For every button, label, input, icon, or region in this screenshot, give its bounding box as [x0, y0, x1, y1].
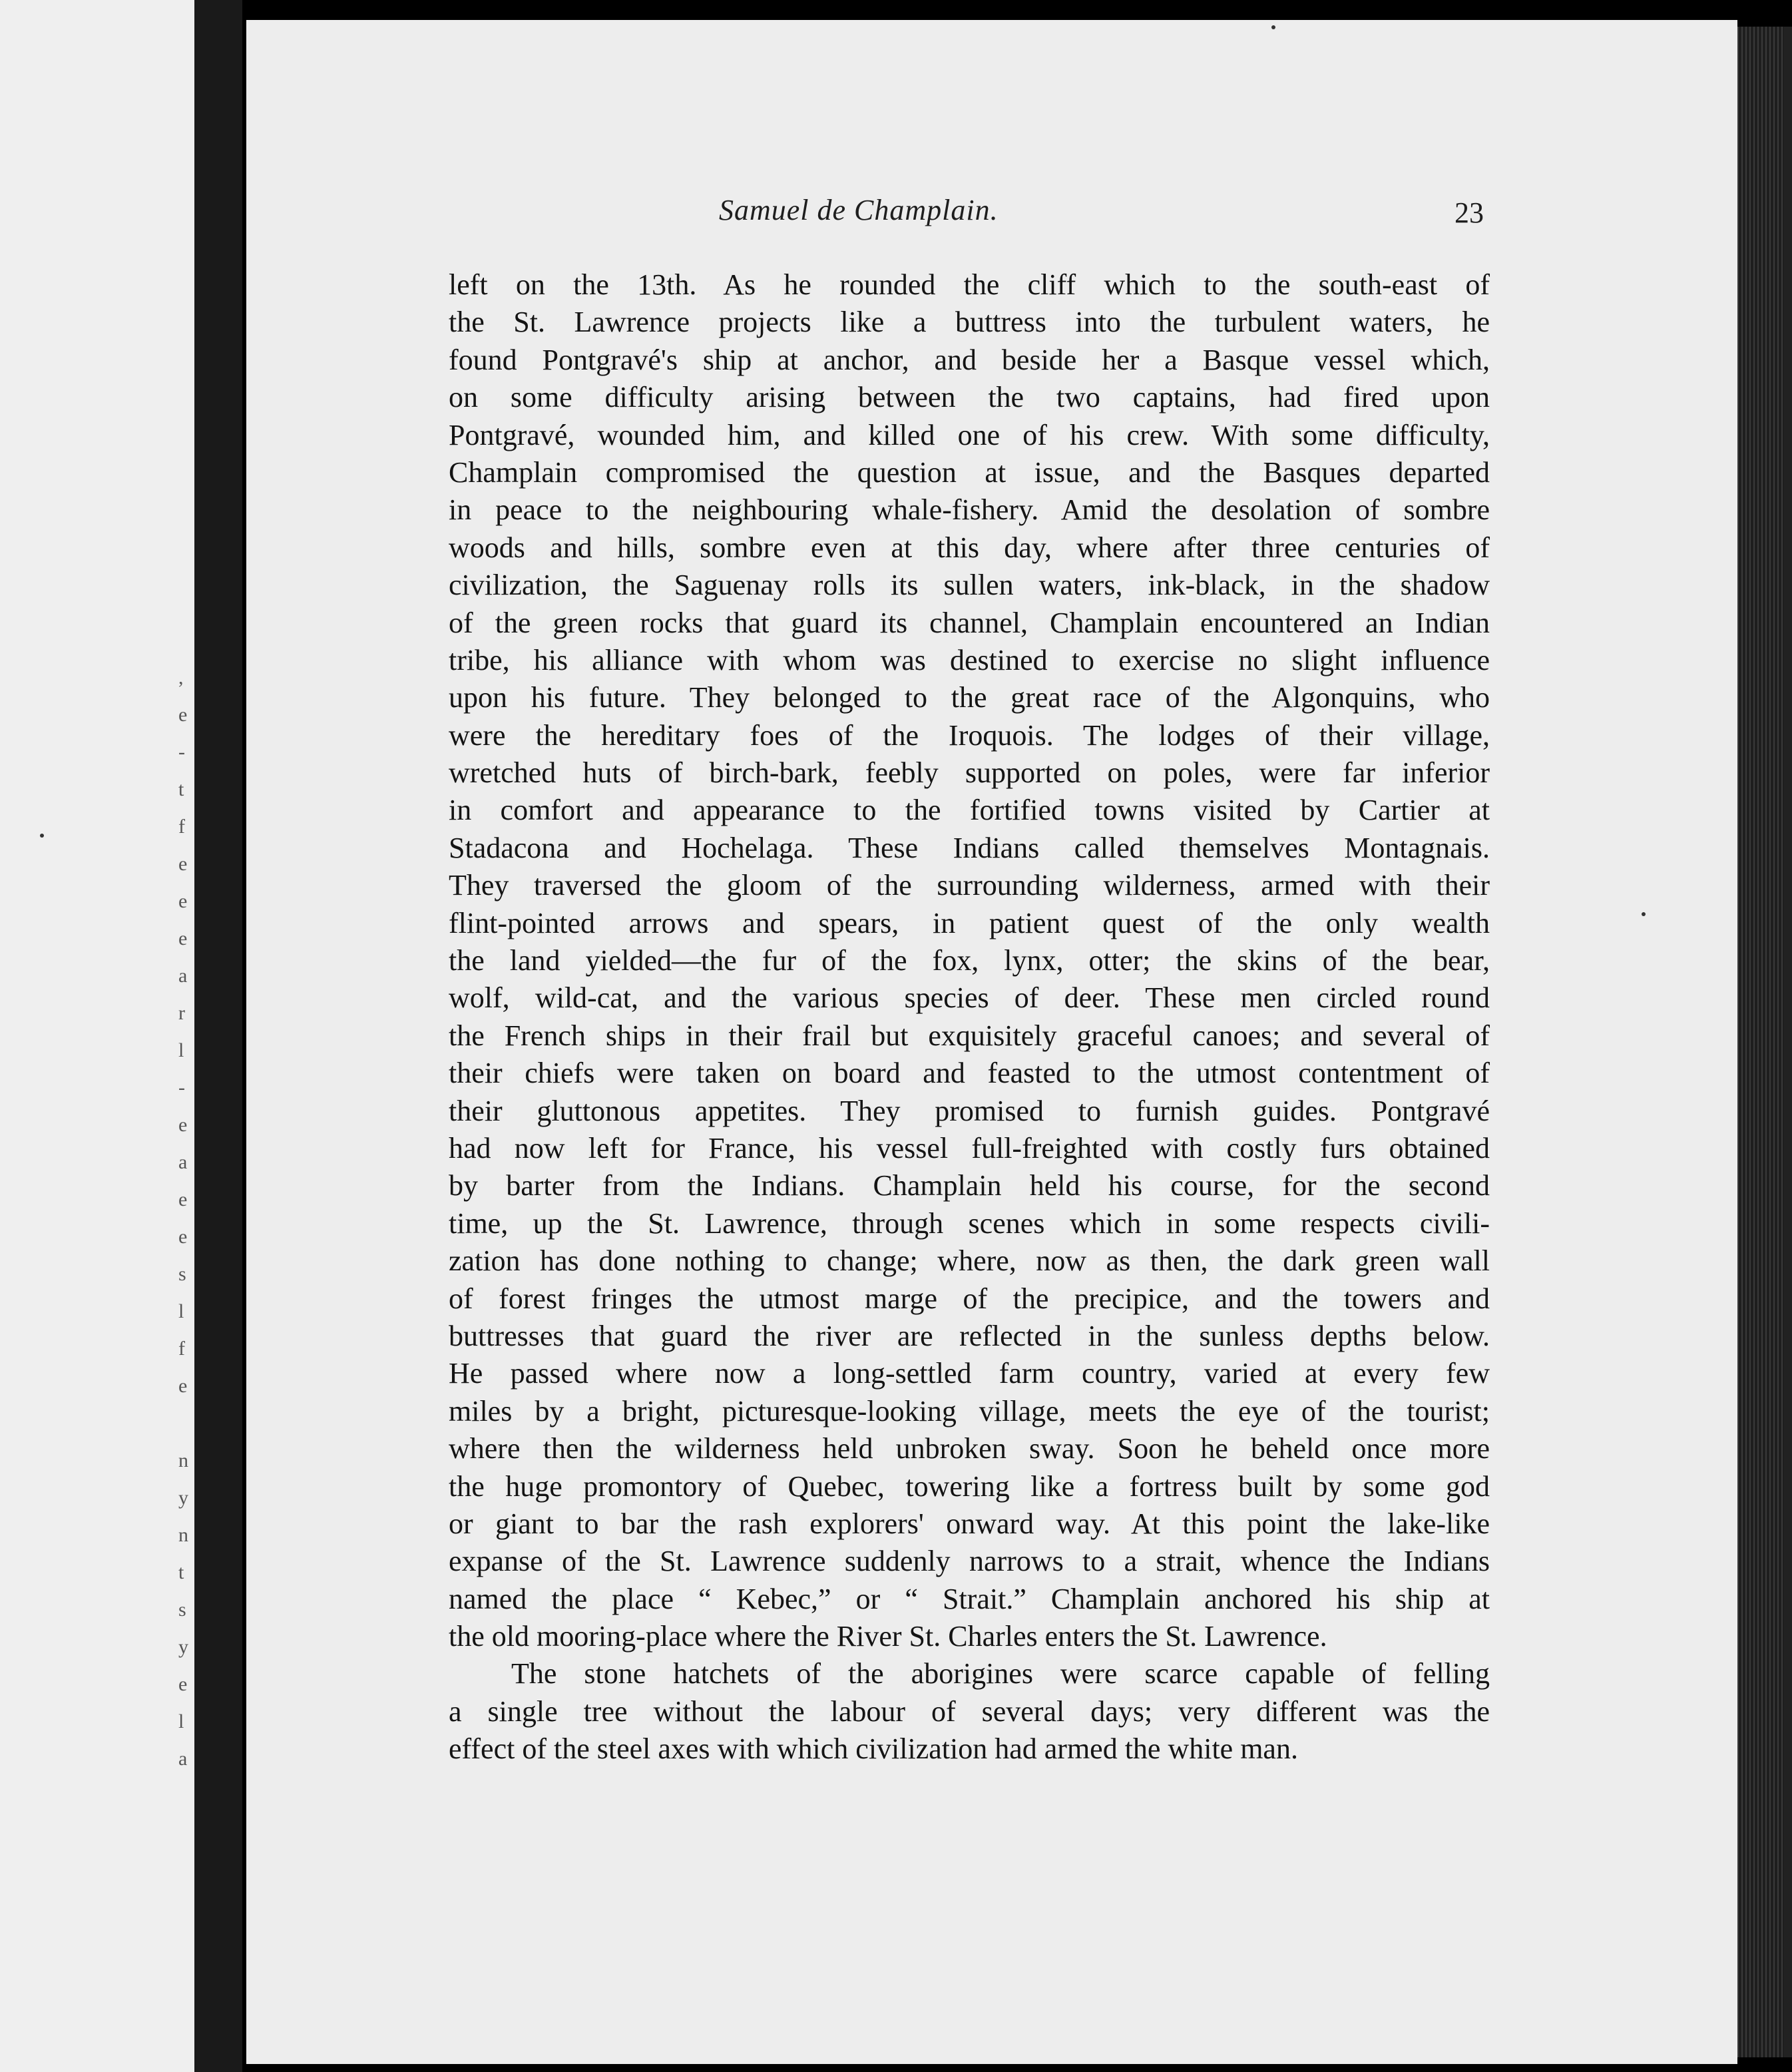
facing-left-page	[0, 0, 194, 2072]
speck	[1271, 25, 1275, 29]
edge-char: s	[178, 1263, 186, 1285]
text-line: in peace to the neighbouring whale-fishery. Amid the desolation of sombre	[449, 493, 1490, 527]
text-line: flint-pointed arrows and spears, in patient quest of the only wealth	[449, 906, 1490, 939]
edge-char: t	[178, 1561, 184, 1583]
edge-char	[178, 1405, 194, 1442]
text-line: named the place “ Kebec,” or “ Strait.” Champlain anchored his ship at	[449, 1582, 1490, 1615]
text-line: found Pontgravé's ship at anchor, and beside her a Basque vessel which,	[449, 343, 1490, 376]
text-line: zation has done nothing to change; where, now as then, the dark green wall	[449, 1244, 1490, 1278]
edge-char: a	[178, 1748, 188, 1770]
text-line: of the green rocks that guard its channel, Champlain encountered an Indian	[449, 606, 1490, 639]
text-line: effect of the steel axes with which civilization had armed the white man.	[449, 1732, 1298, 1766]
text-line: They traversed the gloom of the surrounding wilderness, armed with their	[449, 869, 1490, 902]
text-line: the French ships in their frail but exquisitely graceful canoes; and several of	[449, 1019, 1490, 1052]
text-line: miles by a bright, picturesque-looking village, meets the eye of the tourist;	[449, 1394, 1490, 1427]
text-line: the huge promontory of Quebec, towering like a fortress built by some god	[449, 1469, 1490, 1503]
paragraph	[449, 1655, 1490, 1768]
edge-char: ,	[178, 666, 184, 688]
text-line: on some difficulty arising between the two captains, had fired upon	[449, 381, 1490, 414]
text-line: Pontgravé, wounded him, and killed one of his crew. With some difficulty,	[449, 418, 1490, 451]
text-line: upon his future. They belonged to the great race of the Algonquins, who	[449, 681, 1490, 714]
edge-char: e	[178, 890, 188, 912]
text-line: where then the wilderness held unbroken sway. Soon he beheld once more	[449, 1432, 1490, 1465]
edge-char: e	[178, 1375, 188, 1397]
edge-char: y	[178, 1636, 188, 1658]
edge-char: t	[178, 778, 184, 800]
edge-char: a	[178, 1151, 188, 1173]
edge-char: e	[178, 1114, 188, 1136]
edge-char: a	[178, 965, 188, 987]
running-head: Samuel de Champlain.	[719, 194, 999, 226]
edge-char: e	[178, 704, 188, 726]
text-line: a single tree without the labour of several days; very different was the	[449, 1694, 1490, 1728]
left-page-edge-text	[178, 659, 194, 1778]
text-line: were the hereditary foes of the Iroquois. The lodges of their village,	[449, 718, 1490, 752]
text-line: the land yielded—the fur of the fox, lynx, otter; the skins of the bear,	[449, 944, 1490, 977]
edge-char: n	[178, 1524, 188, 1546]
edge-char: f	[178, 816, 185, 838]
text-line: in comfort and appearance to the fortified towns visited by Cartier at	[449, 794, 1490, 827]
text-line: or giant to bar the rash explorers' onward way. At this point the lake-like	[449, 1507, 1490, 1540]
speck	[1642, 912, 1646, 916]
book-gutter	[194, 0, 242, 2072]
edge-char: l	[178, 1710, 184, 1732]
text-line: Champlain compromised the question at issue, and the Basques departed	[449, 455, 1490, 489]
speck	[40, 834, 44, 838]
text-line: their gluttonous appetites. They promised to furnish guides. Pontgravé	[449, 1094, 1490, 1127]
text-line: time, up the St. Lawrence, through scenes which in some respects civili-	[449, 1206, 1490, 1240]
text-line: wolf, wild-cat, and the various species of deer. These men circled round	[449, 981, 1490, 1015]
text-line: Stadacona and Hochelaga. These Indians called themselves Montagnais.	[449, 831, 1490, 864]
edge-char: y	[178, 1487, 188, 1509]
edge-char: l	[178, 1039, 184, 1061]
edge-char: f	[178, 1338, 185, 1360]
text-line: left on the 13th. As he rounded the cliff which to the south-east of	[449, 268, 1490, 301]
text-line: expanse of the St. Lawrence suddenly narrows to a strait, whence the Indians	[449, 1545, 1490, 1578]
body-text	[449, 266, 1490, 1768]
text-line: wretched huts of birch-bark, feebly supported on poles, were far inferior	[449, 756, 1490, 790]
edge-char: e	[178, 1673, 188, 1695]
page-block-edge-lines	[1737, 27, 1784, 2057]
text-line: The stone hatchets of the aborigines were scarce capable of felling	[511, 1657, 1490, 1690]
text-line: woods and hills, sombre even at this day, where after three centuries of	[449, 531, 1490, 564]
edge-char: r	[178, 1002, 185, 1024]
text-line: by barter from the Indians. Champlain held his course, for the second	[449, 1169, 1490, 1202]
edge-char: e	[178, 1188, 188, 1210]
edge-char: s	[178, 1599, 186, 1621]
edge-char: e	[178, 853, 188, 875]
text-line: the St. Lawrence projects like a buttress into the turbulent waters, he	[449, 306, 1490, 339]
edge-char: n	[178, 1449, 188, 1471]
text-line: buttresses that guard the river are reflected in the sunless depths below.	[449, 1319, 1490, 1352]
edge-char: -	[178, 741, 185, 763]
text-line: the old mooring-place where the River St. Charles enters the St. Lawrence.	[449, 1620, 1327, 1653]
text-line: tribe, his alliance with whom was destined to exercise no slight influence	[449, 643, 1490, 676]
text-line: civilization, the Saguenay rolls its sullen waters, ink-black, in the shadow	[449, 569, 1490, 602]
page-number: 23	[1455, 196, 1484, 229]
edge-char: l	[178, 1300, 184, 1322]
edge-char: e	[178, 1226, 188, 1248]
edge-char: e	[178, 927, 188, 949]
text-line: their chiefs were taken on board and feasted to the utmost contentment of	[449, 1057, 1490, 1090]
paragraph	[449, 266, 1490, 1655]
edge-char: -	[178, 1077, 185, 1099]
text-line: of forest fringes the utmost marge of the precipice, and the towers and	[449, 1282, 1490, 1315]
text-line: had now left for France, his vessel full-freighted with costly furs obtained	[449, 1131, 1490, 1165]
text-line: He passed where now a long-settled farm country, varied at every few	[449, 1357, 1490, 1390]
